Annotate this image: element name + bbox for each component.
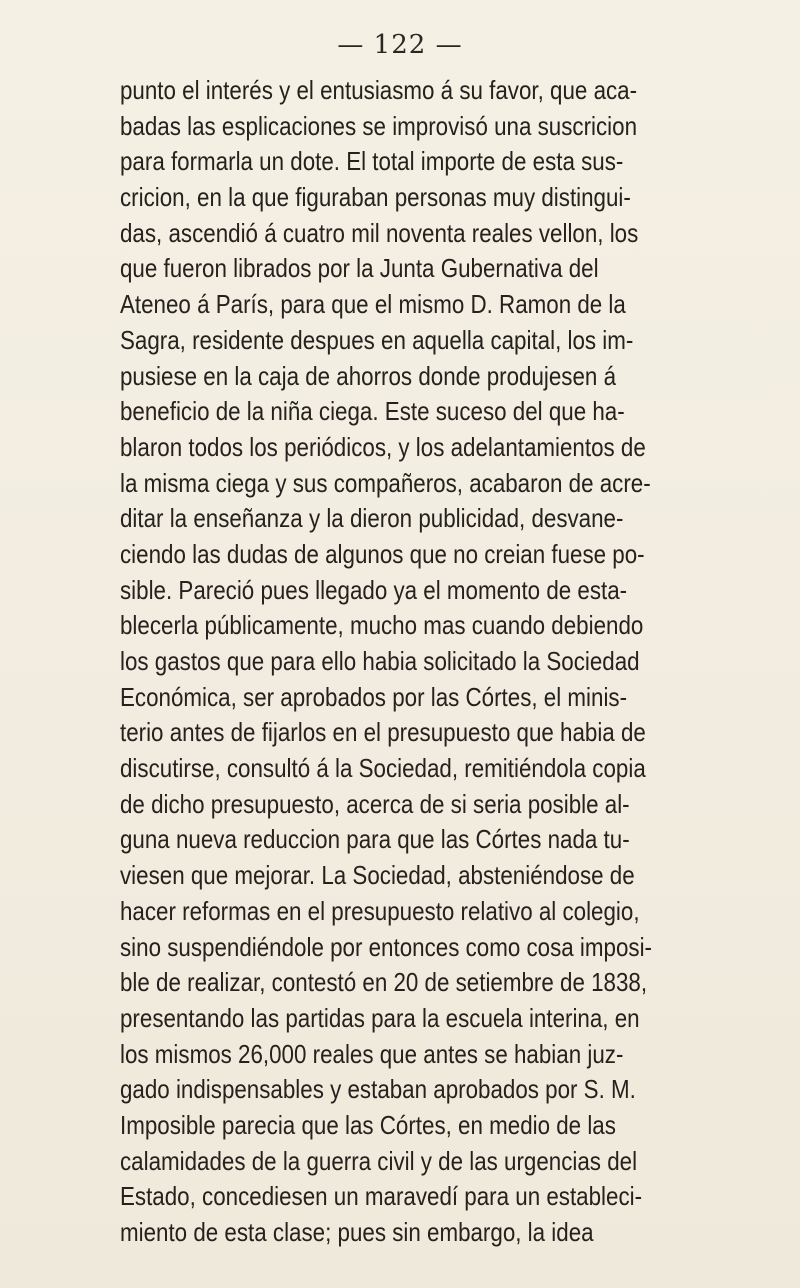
text-line: de dicho presupuesto, acerca de si seria posible al- bbox=[120, 788, 630, 819]
text-line: sible. Pareció pues llegado ya el momento de esta- bbox=[120, 574, 628, 605]
text-line: calamidades de la guerra civil y de las urgencias del bbox=[120, 1145, 638, 1176]
text-line: los gastos que para ello habia solicitado la Sociedad bbox=[120, 646, 640, 676]
text-line: ble de realizar, contestó en 20 de setiembre de 1838, bbox=[120, 967, 648, 998]
text-line: guna nueva reduccion para que las Córtes nada tu- bbox=[120, 824, 630, 855]
text-line: ditar la enseñanza y la dieron publicidad, desvane- bbox=[120, 503, 624, 534]
text-line: gado indispensables y estaban aprobados por S. M. bbox=[120, 1074, 636, 1105]
text-line: discutirse, consultó á la Sociedad, remitiéndola copia bbox=[120, 753, 646, 784]
text-line: terio antes de fijarlos en el presupuesto que habia de bbox=[120, 717, 646, 748]
text-line: pusiese en la caja de ahorros donde produjesen á bbox=[120, 360, 617, 391]
text-line: para formarla un dote. El total importe de esta sus- bbox=[120, 146, 624, 177]
text-line: miento de esta clase; pues sin embargo, la idea bbox=[120, 1217, 594, 1247]
text-line: hacer reformas en el presupuesto relativo al colegio, bbox=[120, 895, 640, 926]
text-line: viesen que mejorar. La Sociedad, absteniéndose de bbox=[120, 860, 635, 891]
text-line: blaron todos los periódicos, y los adelantamientos de bbox=[120, 431, 646, 462]
text-line: das, ascendió á cuatro mil noventa reales vellon, los bbox=[120, 217, 639, 248]
text-line: beneficio de la niña ciega. Este suceso del que ha- bbox=[120, 396, 625, 427]
text-line: los mismos 26,000 reales que antes se habian juz- bbox=[120, 1038, 624, 1069]
text-line: badas las esplicaciones se improvisó una suscricion bbox=[120, 110, 638, 141]
text-line: blecerla públicamente, mucho mas cuando debiendo bbox=[120, 610, 644, 641]
text-line: presentando las partidas para la escuela interina, en bbox=[120, 1002, 640, 1033]
text-line: Imposible parecia que las Córtes, en medio de las bbox=[120, 1109, 616, 1140]
text-line: Sagra, residente despues en aquella capital, los im- bbox=[120, 324, 634, 355]
text-line: Ateneo á París, para que el mismo D. Ramon de la bbox=[120, 289, 626, 320]
text-line: Económica, ser aprobados por las Córtes, el minis- bbox=[120, 681, 628, 712]
text-line: sino suspendiéndole por entonces como cosa imposi- bbox=[120, 931, 652, 962]
text-line: punto el interés y el entusiasmo á su favor, que aca- bbox=[120, 75, 638, 105]
page-number: — 122 — bbox=[337, 30, 463, 60]
text-line: que fueron librados por la Junta Gubernativa del bbox=[120, 253, 599, 284]
text-line: ciendo las dudas de algunos que no creian fuese po- bbox=[120, 538, 645, 569]
text-line: cricion, en la que figuraban personas muy distingui- bbox=[120, 182, 631, 213]
text-line: Estado, concediesen un maravedí para un estableci- bbox=[120, 1181, 643, 1212]
body-text bbox=[120, 73, 720, 1251]
text-line: la misma ciega y sus compañeros, acabaron de acre- bbox=[120, 467, 651, 498]
